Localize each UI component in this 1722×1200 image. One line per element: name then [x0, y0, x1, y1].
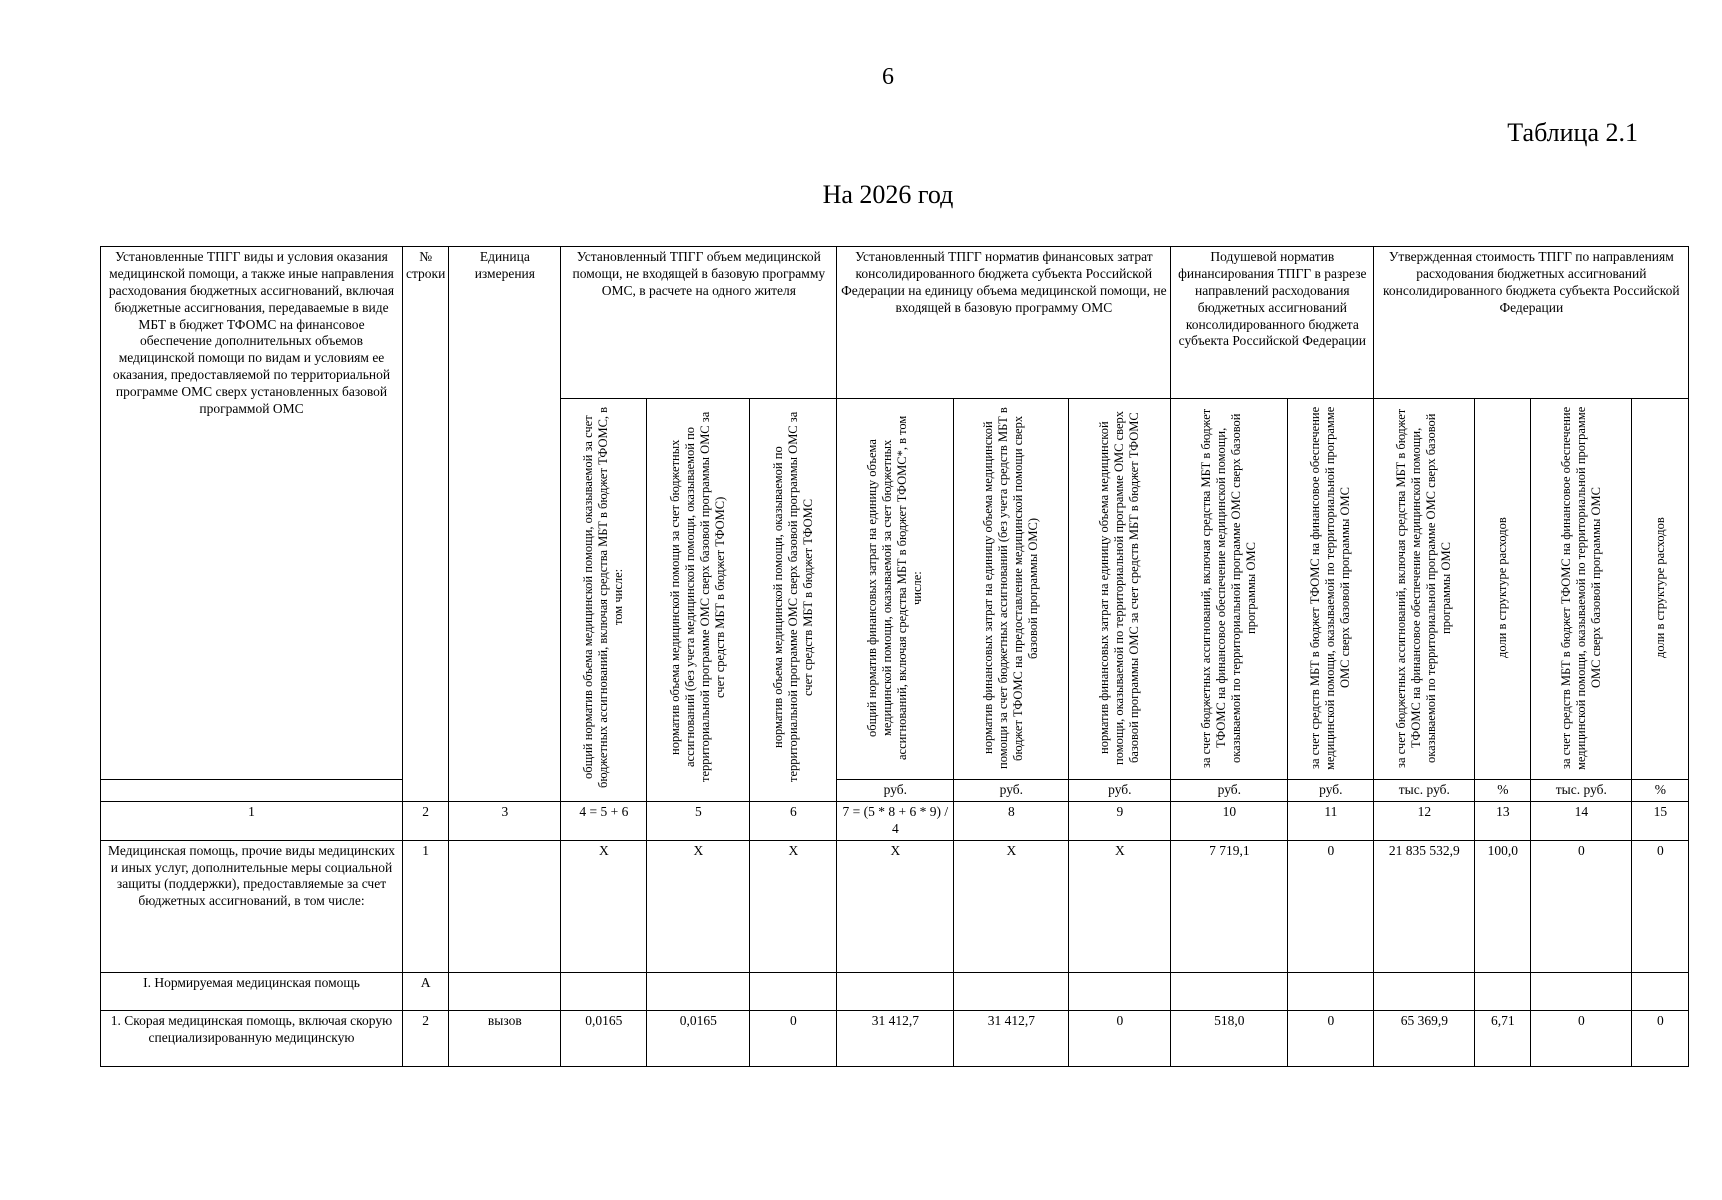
table-cell: 6,71	[1475, 1010, 1531, 1066]
unit-13: %	[1475, 780, 1531, 802]
table-cell: 0	[1632, 840, 1689, 972]
table-cell: 0	[1632, 1010, 1689, 1066]
table-cell: 0	[1531, 1010, 1632, 1066]
table-label: Таблица 2.1	[1507, 118, 1638, 147]
column-number: 6	[750, 801, 837, 840]
table-cell: вызов	[449, 1010, 561, 1066]
header-sub-15: доли в структуре расходов	[1632, 399, 1689, 780]
column-number: 1	[101, 801, 403, 840]
header-group-approved: Утвержденная стоимость ТПГГ по направлениям расходования бюджетных ассигнований консолидированного бюджета субъекта Российской Федерации	[1374, 247, 1689, 399]
table-cell	[449, 972, 561, 1010]
header-sub-8: норматив финансовых затрат на единицу объема медицинской помощи за счет бюджетных ассигнований (без учета средств МБТ в бюджет ТФОМС на предоставление медицинской помощи сверх базовой программы ОМС)	[954, 399, 1069, 780]
table-cell	[1632, 972, 1689, 1010]
column-number: 10	[1171, 801, 1288, 840]
column-numbers-row	[101, 801, 1689, 840]
header-sub-14: за счет средств МБТ в бюджет ТФОМС на финансовое обеспечение медицинской помощи, оказываемой по территориальной программе ОМС сверх базовой программы ОМС	[1531, 399, 1632, 780]
column-number: 5	[647, 801, 750, 840]
table-cell	[954, 972, 1069, 1010]
table-cell: 2	[403, 1010, 449, 1066]
table-cell: X	[1069, 840, 1171, 972]
table-cell: 7 719,1	[1171, 840, 1288, 972]
header-sub-13: доли в структуре расходов	[1475, 399, 1531, 780]
table-cell: А	[403, 972, 449, 1010]
table-cell	[750, 972, 837, 1010]
table-cell: 31 412,7	[837, 1010, 954, 1066]
table-cell: 0	[1069, 1010, 1171, 1066]
page-number: 6	[882, 64, 894, 90]
units-empty	[101, 780, 403, 802]
table-cell: 31 412,7	[954, 1010, 1069, 1066]
unit-8: руб.	[954, 780, 1069, 802]
header-col-1: Установленные ТПГГ виды и условия оказания медицинской помощи, а также иные направления расходования бюджетных ассигнований, включая бюджетные ассигнования, передаваемые в виде МБТ в бюджет ТФОМС на финансовое обеспечение дополнительных объемов медицинской помощи по видам и условиям ее оказания, предоставляемой по территориальной программе ОМС сверх установленных базовой программой ОМС	[101, 247, 403, 780]
table-cell: 100,0	[1475, 840, 1531, 972]
column-number: 4 = 5 + 6	[561, 801, 647, 840]
header-sub-10: за счет бюджетных ассигнований, включая средства МБТ в бюджет ТФОМС на финансовое обеспечение медицинской помощи, оказываемой по территориальной программе ОМС сверх базовой программы ОМС	[1171, 399, 1288, 780]
unit-15: %	[1632, 780, 1689, 802]
table-cell	[449, 840, 561, 972]
table-cell	[647, 972, 750, 1010]
year-title: На 2026 год	[822, 180, 954, 209]
table-cell: X	[750, 840, 837, 972]
table-cell: 0	[1288, 840, 1374, 972]
header-col-2: № строки	[403, 247, 449, 802]
unit-11: руб.	[1288, 780, 1374, 802]
table-cell	[1475, 972, 1531, 1010]
table-cell: 0	[1531, 840, 1632, 972]
column-number: 3	[449, 801, 561, 840]
table-cell: X	[954, 840, 1069, 972]
column-number: 8	[954, 801, 1069, 840]
column-number: 9	[1069, 801, 1171, 840]
table-cell: 0,0165	[561, 1010, 647, 1066]
table-cell: 1	[403, 840, 449, 972]
table-cell: 21 835 532,9	[1374, 840, 1475, 972]
header-sub-5: норматив объема медицинской помощи за счет бюджетных ассигнований (без учета медицинской помощи, оказываемой по территориальной программе ОМС сверх базовой программы ОМС за счет средств МБТ в бюджет ТФОМС)	[647, 399, 750, 802]
header-sub-6: норматив объема медицинской помощи, оказываемой по территориальной программе ОМС сверх базовой программы ОМС за счет средств МБТ в бюджет ТФОМС	[750, 399, 837, 802]
table-row	[101, 1010, 1689, 1066]
column-number: 11	[1288, 801, 1374, 840]
unit-7: руб.	[837, 780, 954, 802]
table-cell: 0,0165	[647, 1010, 750, 1066]
row-name: Медицинская помощь, прочие виды медицинских и иных услуг, дополнительные меры социальной защиты (поддержки), предоставляемые за счет бюджетных ассигнований, в том числе:	[101, 840, 403, 972]
column-number: 14	[1531, 801, 1632, 840]
header-sub-9: норматив финансовых затрат на единицу объема медицинской помощи, оказываемой по территориальной программе ОМС сверх базовой программы ОМС за счет средств МБТ в бюджет ТФОМС	[1069, 399, 1171, 780]
table-cell	[1531, 972, 1632, 1010]
unit-10: руб.	[1171, 780, 1288, 802]
budget-table	[100, 246, 1689, 1067]
table-cell	[1069, 972, 1171, 1010]
table-row	[101, 972, 1689, 1010]
table-cell: X	[837, 840, 954, 972]
column-number: 12	[1374, 801, 1475, 840]
table-cell	[561, 972, 647, 1010]
header-sub-11: за счет средств МБТ в бюджет ТФОМС на финансовое обеспечение медицинской помощи, оказываемой по территориальной программе ОМС сверх базовой программы ОМС	[1288, 399, 1374, 780]
table-cell	[1288, 972, 1374, 1010]
table-cell	[1171, 972, 1288, 1010]
table-row	[101, 840, 1689, 972]
unit-14: тыс. руб.	[1531, 780, 1632, 802]
header-sub-7: общий норматив финансовых затрат на единицу объема медицинской помощи, оказываемой за счет бюджетных ассигнований, включая средства МБТ в бюджет ТФОМС*, в том числе:	[837, 399, 954, 780]
column-number: 15	[1632, 801, 1689, 840]
table-cell: X	[647, 840, 750, 972]
table-cell: 0	[750, 1010, 837, 1066]
row-name: 1. Скорая медицинская помощь, включая скорую специализированную медицинскую	[101, 1010, 403, 1066]
column-number: 2	[403, 801, 449, 840]
table-cell: 518,0	[1171, 1010, 1288, 1066]
row-name: I. Нормируемая медицинская помощь	[101, 972, 403, 1010]
table-cell: 0	[1288, 1010, 1374, 1066]
header-sub-4: общий норматив объема медицинской помощи, оказываемой за счет бюджетных ассигнований, включая средства МБТ в бюджет ТФОМС, в том числе:	[561, 399, 647, 802]
table-cell: 65 369,9	[1374, 1010, 1475, 1066]
unit-12: тыс. руб.	[1374, 780, 1475, 802]
header-group-percapita: Подушевой норматив финансирования ТПГГ в разрезе направлений расходования бюджетных ассигнований консолидированного бюджета субъекта Российской Федерации	[1171, 247, 1374, 399]
table-cell	[1374, 972, 1475, 1010]
units-row	[101, 780, 1689, 802]
header-col-3: Единица измерения	[449, 247, 561, 802]
header-group-volume: Установленный ТПГГ объем медицинской помощи, не входящей в базовую программу ОМС, в расчете на одного жителя	[561, 247, 837, 399]
table-cell	[837, 972, 954, 1010]
header-row-groups	[101, 247, 1689, 399]
header-group-cost: Установленный ТПГГ норматив финансовых затрат консолидированного бюджета субъекта Российской Федерации на единицу объема медицинской помощи, не входящей в базовую программу ОМС	[837, 247, 1171, 399]
header-sub-12: за счет бюджетных ассигнований, включая средства МБТ в бюджет ТФОМС на финансовое обеспечение медицинской помощи, оказываемой по территориальной программе ОМС сверх базовой программы ОМС	[1374, 399, 1475, 780]
column-number: 7 = (5 * 8 + 6 * 9) / 4	[837, 801, 954, 840]
table-cell: X	[561, 840, 647, 972]
unit-9: руб.	[1069, 780, 1171, 802]
column-number: 13	[1475, 801, 1531, 840]
